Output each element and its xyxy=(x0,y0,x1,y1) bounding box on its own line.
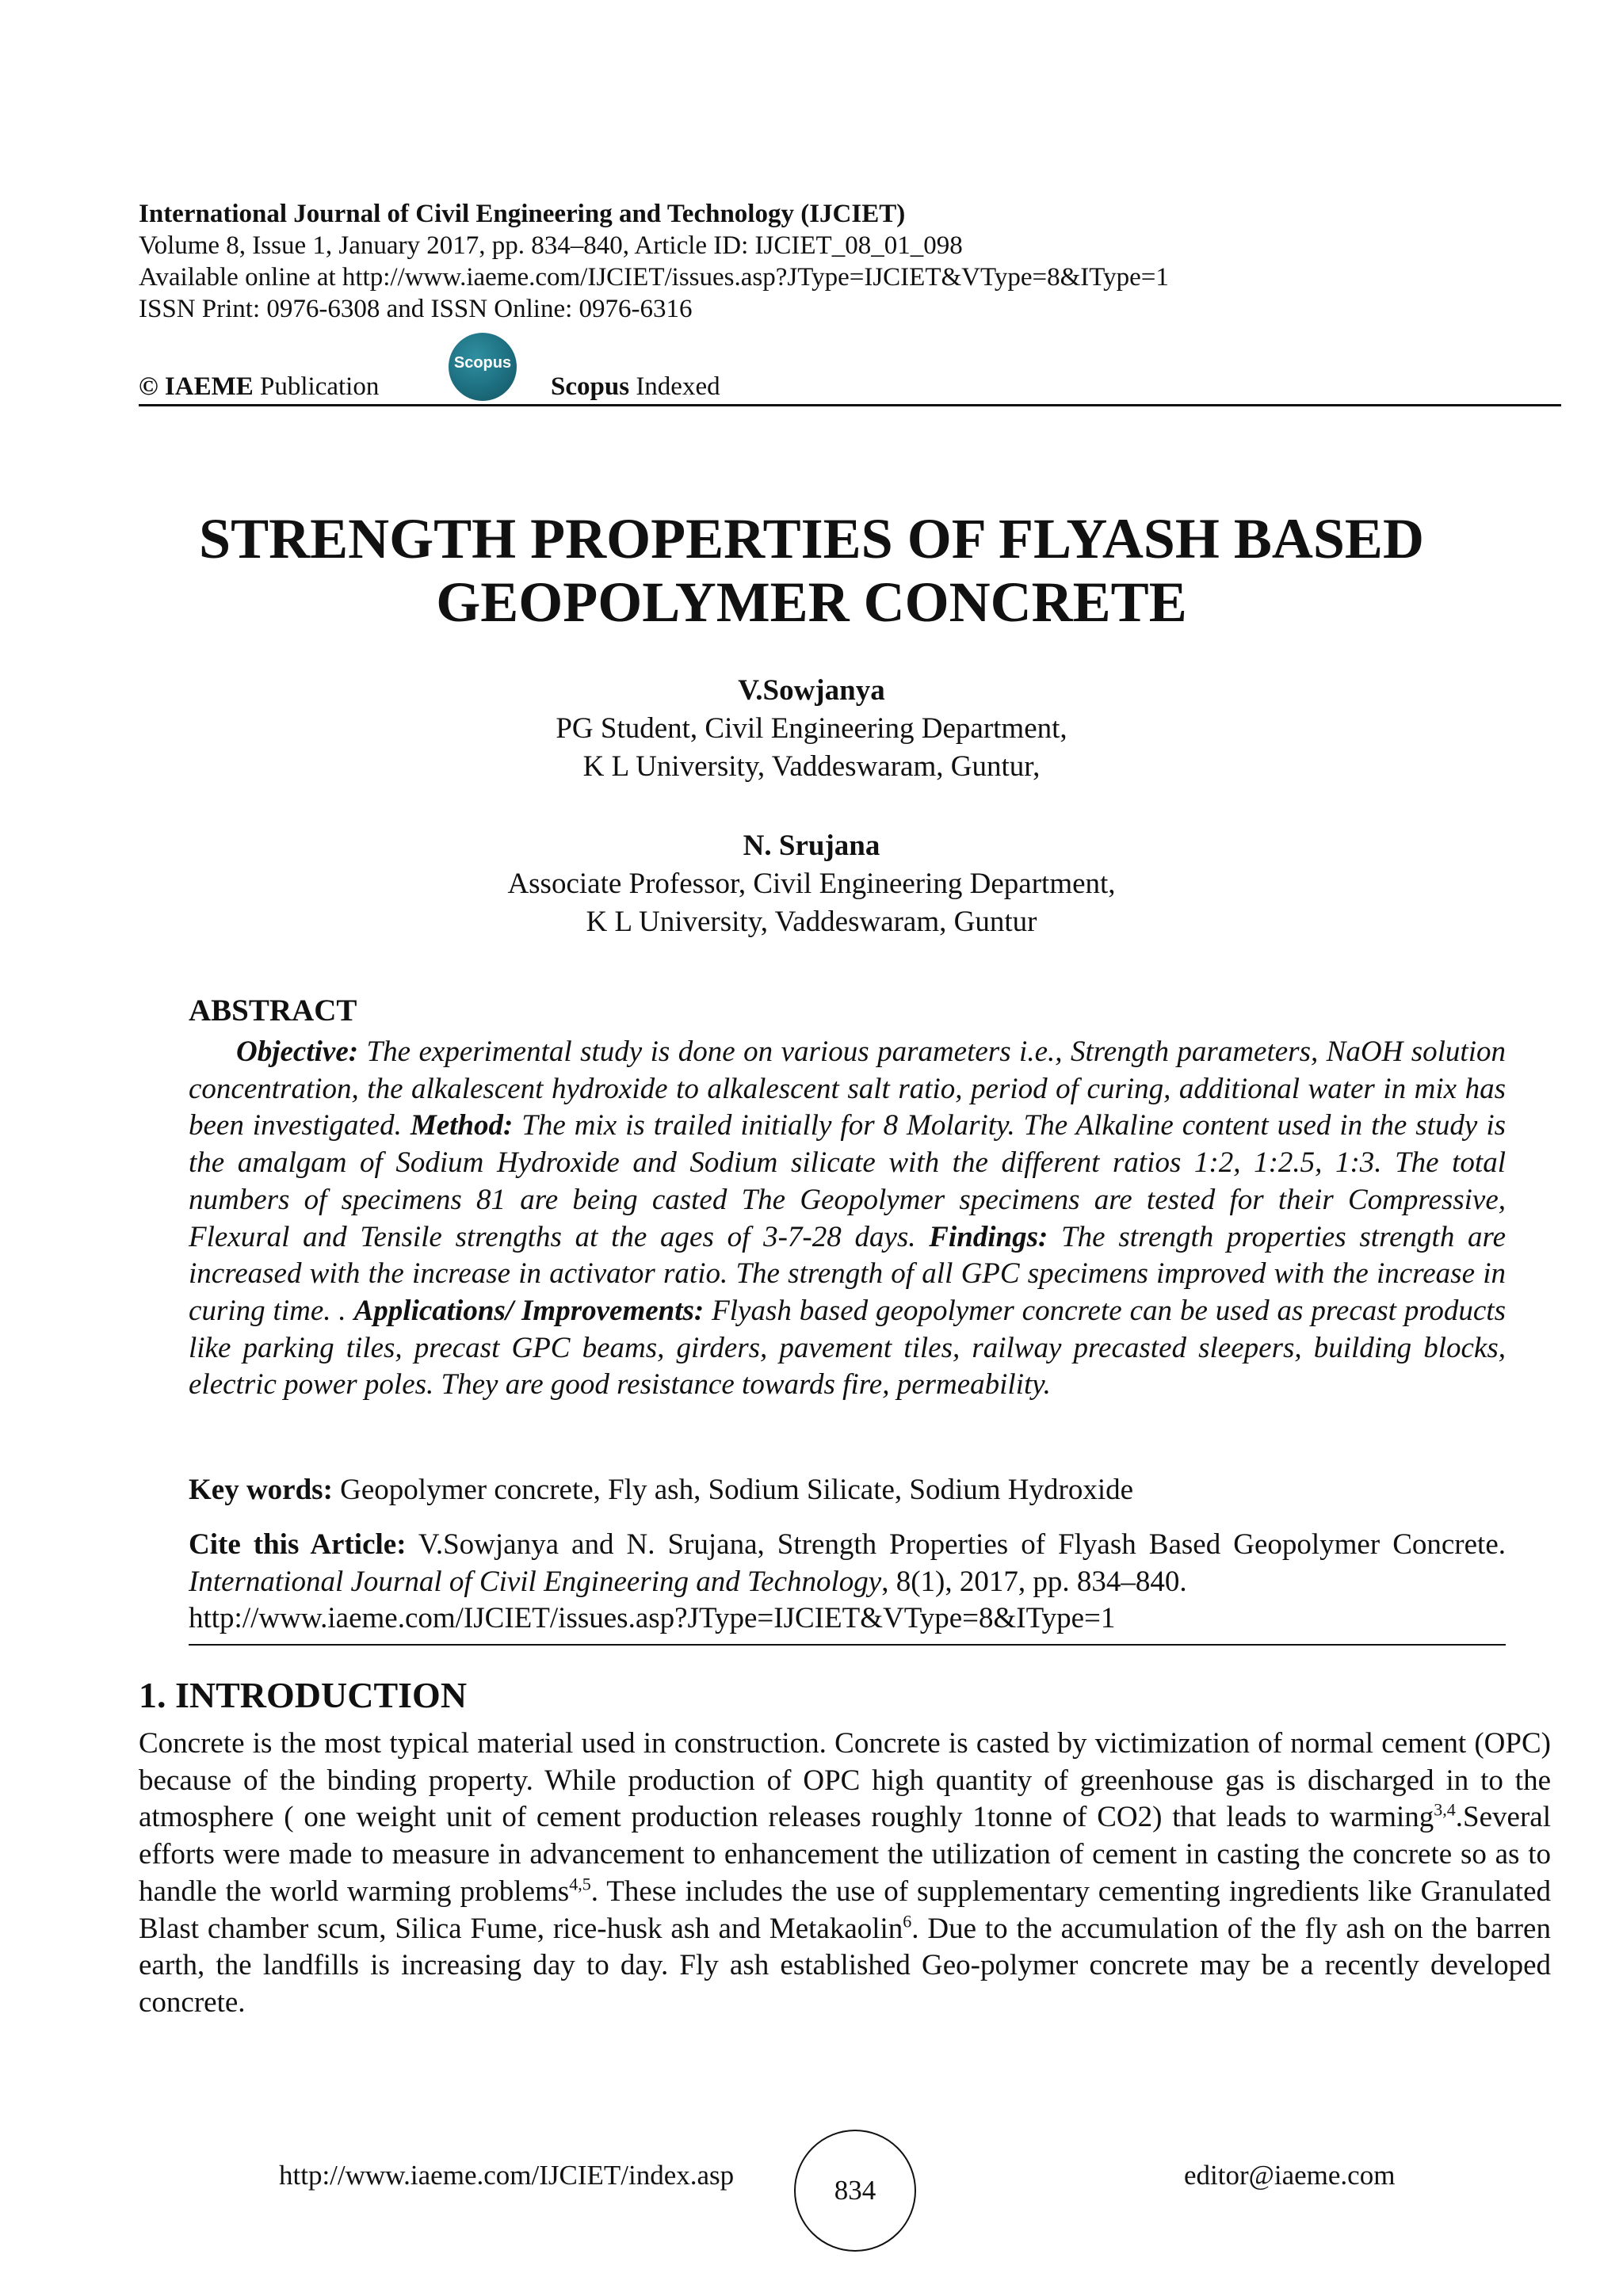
method-label: Method: xyxy=(410,1109,514,1142)
author-name: N. Srujana xyxy=(743,830,880,862)
scopus-logo-text: Scopus xyxy=(453,353,512,372)
publisher-suffix: Publication xyxy=(253,372,380,401)
abstract-body xyxy=(189,1034,1506,1404)
scopus-indexed-label xyxy=(551,371,720,402)
footer-url[interactable]: http://www.iaeme.com/IJCIET/index.asp xyxy=(279,2160,735,2191)
reference-superscript: 6 xyxy=(903,1911,912,1932)
footer-email[interactable]: editor@iaeme.com xyxy=(1184,2160,1396,2191)
publisher-name: IAEME xyxy=(164,372,254,401)
title-line-1: STRENGTH PROPERTIES OF FLYASH BASED xyxy=(199,507,1424,570)
introduction-body xyxy=(139,1726,1551,2022)
copyright-symbol: © xyxy=(139,372,158,401)
keywords-text: Geopolymer concrete, Fly ash, Sodium Silicate, Sodium Hydroxide xyxy=(332,1474,1134,1506)
issn-line: ISSN Print: 0976-6308 and ISSN Online: 0976-6316 xyxy=(139,295,693,323)
article-title xyxy=(0,507,1623,634)
findings-label: Findings: xyxy=(929,1220,1048,1253)
author-block-2 xyxy=(0,827,1623,941)
citation xyxy=(189,1527,1506,1638)
citation-rule xyxy=(189,1644,1506,1646)
journal-header xyxy=(139,198,1169,325)
author-affiliation: K L University, Vaddeswaram, Guntur, xyxy=(582,750,1041,783)
scopus-logo xyxy=(449,333,517,401)
reference-superscript: 3,4 xyxy=(1434,1800,1456,1821)
header-rule xyxy=(139,404,1561,406)
page-number: 834 xyxy=(834,2175,876,2206)
citation-journal: International Journal of Civil Engineering and Technology xyxy=(189,1565,882,1598)
author-affiliation: K L University, Vaddeswaram, Guntur xyxy=(586,906,1037,938)
citation-url[interactable]: http://www.iaeme.com/IJCIET/issues.asp?JType=IJCIET&VType=8&IType=1 xyxy=(189,1602,1116,1635)
method-text: The mix is trailed initially for 8 Molarity. The Alkaline content used in the study is the amalgam of Sodium Hydroxide and Sodium silicate with the different ratios 1:2, 1:2.5, 1:3. The total numbers of specimens 81 are being casted The Geopolymer specimens are tested for their Compressive, Flexural and Tensile strengths at the ages of 3-7-28 days. xyxy=(189,1109,1506,1253)
findings-text: The strength properties strength are increased with the increase in activator ratio. The strength of all GPC specimens improved with the increase in curing time. . xyxy=(189,1220,1506,1327)
indexed-suffix: Indexed xyxy=(629,372,720,401)
journal-name: International Journal of Civil Engineering and Technology (IJCIET) xyxy=(139,200,906,228)
publisher-label xyxy=(139,371,379,402)
page-number-badge xyxy=(794,2130,916,2252)
objective-label: Objective: xyxy=(236,1035,359,1068)
author-block-1 xyxy=(0,672,1623,786)
introduction-heading: 1. INTRODUCTION xyxy=(139,1675,468,1715)
abstract-heading: ABSTRACT xyxy=(189,994,357,1028)
citation-details: , 8(1), 2017, pp. 834–840. xyxy=(881,1565,1187,1598)
scopus-name: Scopus xyxy=(551,372,630,401)
author-affiliation: PG Student, Civil Engineering Department, xyxy=(556,712,1067,745)
intro-text: . These includes the use of supplementary cementing ingredients like Granulated Blast chamber scum, Silica Fume, rice-husk ash and Metakaolin xyxy=(139,1875,1552,1945)
volume-line: Volume 8, Issue 1, January 2017, pp. 834–840, Article ID: IJCIET_08_01_098 xyxy=(139,231,963,260)
objective-text: The experimental study is done on various parameters i.e., Strength parameters, NaOH solution concentration, the alkalescent hydroxide to alkalescent salt ratio, period of curing, additional water in mix has been investigated. xyxy=(189,1035,1506,1142)
citation-label: Cite this Article: xyxy=(189,1528,407,1561)
title-line-2: GEOPOLYMER CONCRETE xyxy=(436,570,1187,634)
author-name: V.Sowjanya xyxy=(738,674,885,707)
applications-text: Flyash based geopolymer concrete can be used as precast products like parking tiles, precast GPC beams, girders, pavement tiles, railway precasted sleepers, building blocks, electric power poles. They are good resistance towards fire, permeability. xyxy=(189,1294,1506,1402)
applications-label: Applications/ Improvements: xyxy=(353,1294,705,1327)
available-online-line: Available online at http://www.iaeme.com/IJCIET/issues.asp?JType=IJCIET&VType=8&IType=1 xyxy=(139,263,1169,292)
keywords-label: Key words: xyxy=(189,1474,333,1506)
keywords xyxy=(189,1472,1506,1509)
intro-text: Concrete is the most typical material used in construction. Concrete is casted by victimization of normal cement (OPC) because of the binding property. While production of OPC high quantity of greenhouse gas is discharged in to the atmosphere ( one weight unit of cement production releases roughly 1tonne of CO2) that leads to warming xyxy=(139,1727,1551,1834)
intro-text: .Several efforts were made to measure in advancement to enhancement the utilization of cement in casting the concrete so as to handle the world warming problems xyxy=(139,1801,1551,1908)
intro-text: . Due to the accumulation of the fly ash on the barren earth, the landfills is increasing day to day. Fly ash established Geo-polymer concrete may be a recently developed concrete. xyxy=(139,1912,1551,2019)
citation-text: V.Sowjanya and N. Srujana, Strength Properties of Flyash Based Geopolymer Concrete. xyxy=(406,1528,1506,1561)
author-affiliation: Associate Professor, Civil Engineering Department, xyxy=(507,868,1116,900)
reference-superscript: 4,5 xyxy=(569,1874,591,1894)
